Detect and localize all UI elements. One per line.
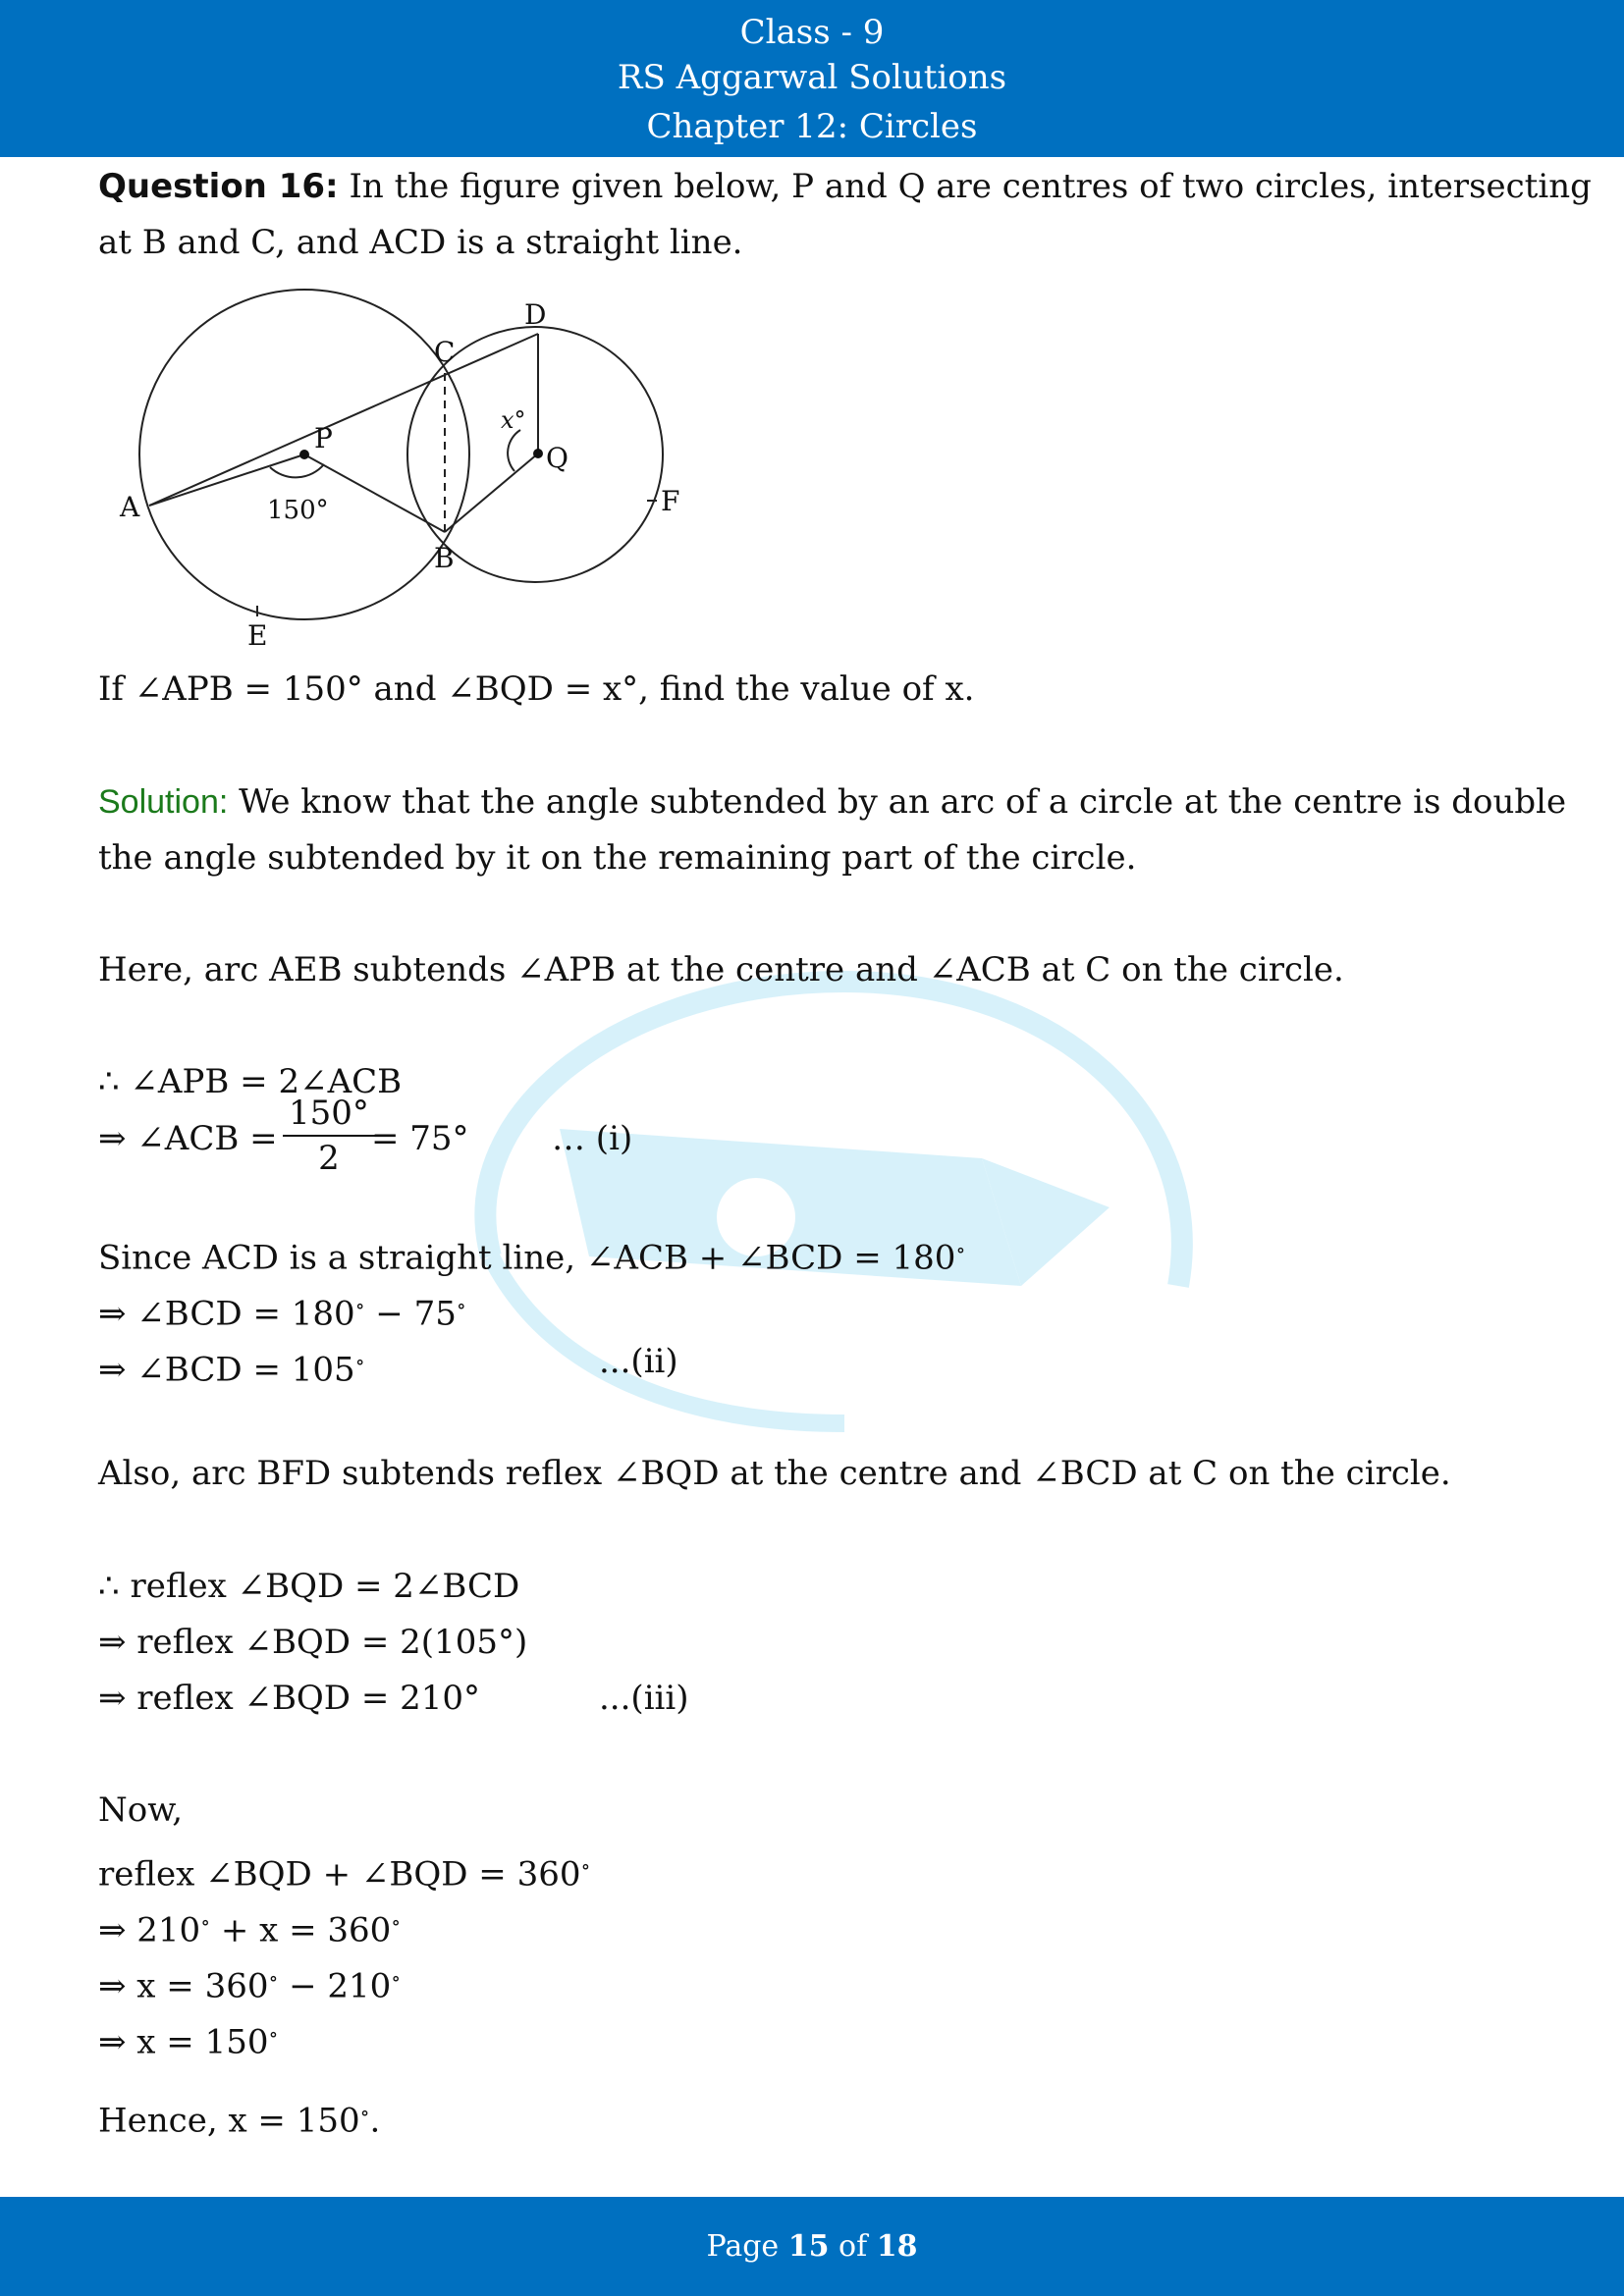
equation-tag-i: … (i) bbox=[552, 1119, 633, 1158]
label-q: Q bbox=[546, 442, 568, 474]
solution-conclusion: Hence, x = 150∘. bbox=[98, 2101, 381, 2141]
header-book: RS Aggarwal Solutions bbox=[617, 58, 1007, 97]
label-angle-150: 150° bbox=[267, 496, 329, 525]
solution-line-15: ⇒ 210∘ + x = 360∘ bbox=[98, 1910, 402, 1950]
label-c: C bbox=[434, 336, 456, 368]
solution-line-14: reflex ∠BQD + ∠BQD = 360∘ bbox=[98, 1854, 591, 1895]
question-text-1: In the figure given below, P and Q are centres of two circles, intersecting bbox=[349, 167, 1592, 206]
solution-line-9: Also, arc BFD subtends reflex ∠BQD at the centre and ∠BCD at C on the circle. bbox=[98, 1454, 1451, 1493]
label-p: P bbox=[314, 422, 333, 454]
angle-arc-q bbox=[508, 430, 520, 471]
label-angle-x: x° bbox=[501, 406, 526, 434]
solution-line-16: ⇒ x = 360∘ − 210∘ bbox=[98, 1966, 402, 2006]
circles-figure bbox=[118, 285, 707, 667]
solution-line-1: Solution: We know that the angle subtended by an arc of a circle at the centre is double bbox=[98, 782, 1567, 822]
solution-line-12: ⇒ reflex ∠BQD = 210° bbox=[98, 1679, 481, 1718]
footer-page-number: 15 bbox=[787, 2229, 830, 2264]
page-header bbox=[0, 0, 1624, 157]
label-f: F bbox=[661, 485, 680, 517]
question-text-2: at B and C, and ACD is a straight line. bbox=[98, 223, 743, 262]
study-path-watermark-icon bbox=[432, 962, 1208, 1472]
solution-line-6: Since ACD is a straight line, ∠ACB + ∠BCD = 180∘ bbox=[98, 1238, 966, 1278]
given-line: If ∠APB = 150° and ∠BQD = x°, find the value of x. bbox=[98, 669, 975, 709]
solution-label: Solution: bbox=[98, 783, 229, 821]
page-footer bbox=[0, 2197, 1624, 2296]
question-label: Question 16: bbox=[98, 167, 339, 206]
solution-line-13: Now, bbox=[98, 1790, 184, 1830]
fraction-150-over-2: $\frac{150^\circ}{2}$ bbox=[283, 1092, 375, 1180]
header-class: Class - 9 bbox=[739, 13, 885, 52]
solution-line-3: Here, arc AEB subtends ∠APB at the centre and ∠ACB at C on the circle. bbox=[98, 950, 1344, 989]
footer-total-pages: 18 bbox=[876, 2229, 918, 2264]
header-chapter: Chapter 12: Circles bbox=[646, 107, 978, 146]
label-d: D bbox=[524, 298, 547, 331]
footer-page-word: Page bbox=[706, 2229, 780, 2264]
solution-line-2: the angle subtended by it on the remaining part of the circle. bbox=[98, 838, 1137, 878]
solution-line-7: ⇒ ∠BCD = 180∘ − 75∘ bbox=[98, 1294, 466, 1334]
line-acd bbox=[149, 334, 538, 506]
label-e: E bbox=[247, 619, 268, 652]
solution-line-11: ⇒ reflex ∠BQD = 2(105°) bbox=[98, 1623, 528, 1662]
question-line-1 bbox=[98, 167, 1592, 206]
solution-line-5-post: = 75° bbox=[371, 1119, 469, 1158]
label-a: A bbox=[120, 491, 140, 523]
line-bq bbox=[445, 454, 538, 532]
solution-line-8: ⇒ ∠BCD = 105∘ bbox=[98, 1350, 365, 1390]
solution-line-4: ∴ ∠APB = 2∠ACB bbox=[98, 1062, 403, 1101]
solution-line-5-pre: ⇒ ∠ACB = bbox=[98, 1119, 278, 1158]
solution-line-17: ⇒ x = 150∘ bbox=[98, 2022, 279, 2062]
angle-arc-p bbox=[270, 464, 324, 477]
equation-tag-ii: ...(ii) bbox=[599, 1342, 678, 1381]
label-b: B bbox=[434, 542, 455, 574]
footer-of-word: of bbox=[839, 2229, 868, 2264]
solution-line-10: ∴ reflex ∠BQD = 2∠BCD bbox=[98, 1567, 520, 1606]
equation-tag-iii: ...(iii) bbox=[599, 1679, 689, 1718]
